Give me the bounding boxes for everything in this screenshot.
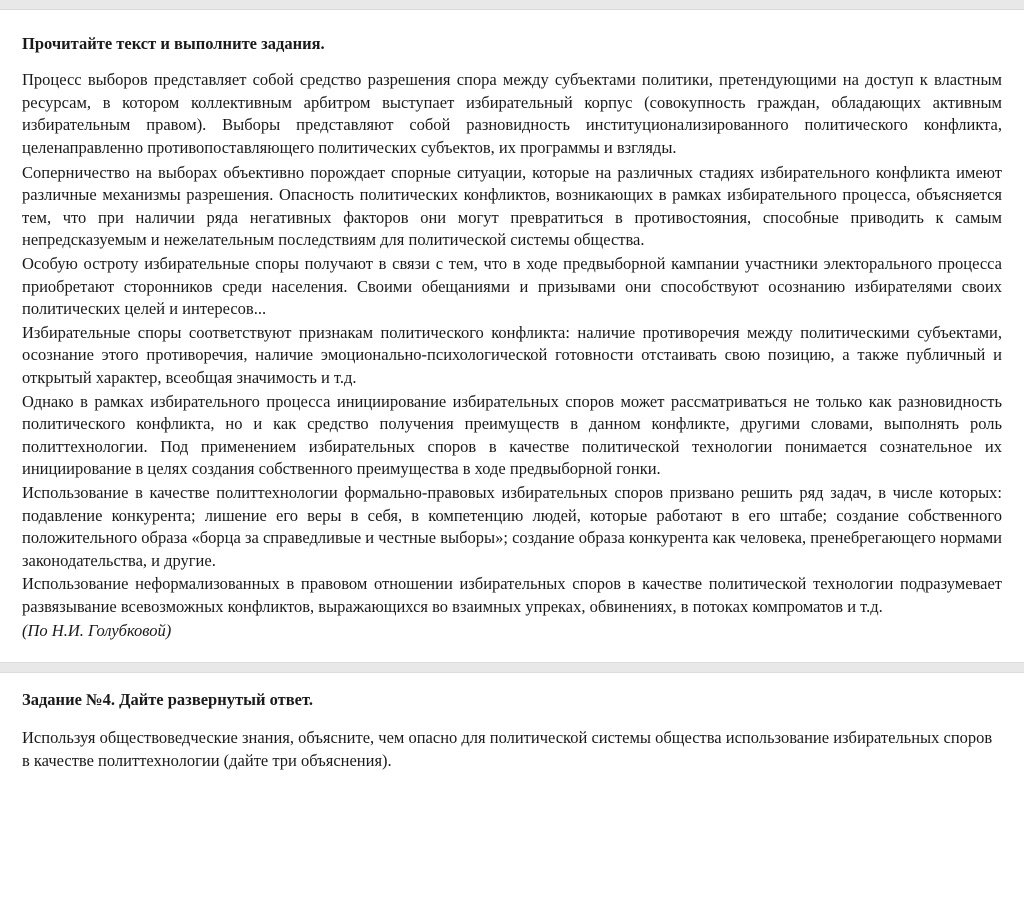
passage-attribution: (По Н.И. Голубковой) — [22, 620, 172, 640]
passage-paragraph: Использование неформализованных в правовом отношении избирательных споров в качестве политической технологии подразумевает развязывание всевозможных конфликтов, выражающихся во взаимных упреках, обвинениях, в потоках компроматов и т.д. — [22, 574, 1002, 616]
passage-paragraph: Особую остроту избирательные споры получают в связи с тем, что в ходе предвыборной кампании участники электорального процесса приобретают сторонников среди населения. Своими обещаниями и призывами они способствуют осознанию избирателями своих политических целей и интересов... — [22, 254, 1002, 319]
passage-paragraph: Использование в качестве политтехнологии формально-правовых избирательных споров призвано решить ряд задач, в числе которых: подавление конкурента; лишение его веры в себя, в компетенцию людей, которые работают в его штабе; создание собственного положительного образа «борца за справедливые и честные выборы»; создание образа конкурента как человека, пренебрегающего нормами законодательства, и другие. — [22, 482, 1002, 570]
task-question-text: Используя обществоведческие знания, объясните, чем опасно для политической системы общества использование избирательных споров — [22, 728, 993, 748]
top-separator-bar — [0, 0, 1024, 10]
section-divider — [0, 662, 1024, 673]
passage-paragraph: Процесс выборов представляет собой средство разрешения спора между субъектами политики, претендующими на доступ к властным ресурсам, в котором коллективным арбитром выступает избирательный корпус (совокупность граждан, обладающих активным избирательным правом). Выборы представляют собой разновидность институционализированного политического конфликта, целенаправленно противопоставляющего политических субъектов, их программы и взгляды. — [22, 70, 1002, 158]
passage-paragraph: Соперничество на выборах объективно порождает спорные ситуации, которые на различных стадиях избирательного конфликта имеют различные механизмы разрешения. Опасность политических конфликтов, возникающих в рамках избирательного процесса, объясняется тем, что при наличии ряда негативных факторов они могут превратиться в противостояния, способные приводить к самым непредсказуемым и нежелательным последствиям для политической системы общества. — [22, 162, 1002, 250]
bottom-spacer — [0, 773, 1024, 803]
passage-paragraph: Избирательные споры соответствуют признакам политического конфликта: наличие противоречия между политическими субъектами, осознание этого противоречия, наличие эмоционально-психологической готовности отстаивать свою позицию, а также публичный и открытый характер, всеобщая значимость и т.д. — [22, 322, 1002, 387]
task-section — [0, 673, 1024, 772]
passage-paragraph: Однако в рамках избирательного процесса инициирование избирательных споров может рассматриваться не только как разновидность политического конфликта, но и как средство получения преимуществ в данном конфликте, другими словами, выполнять роль политтехнологии. Под применением избирательных споров в качестве политической технологии понимается сознательное их инициирование в целях создания собственного преимущества в ходе предвыборной гонки. — [22, 391, 1002, 479]
instruction-heading: Прочитайте текст и выполните задания. — [22, 34, 325, 53]
task-question-text-continued: в качестве политтехнологии (дайте три объяснения). — [22, 750, 392, 770]
task-heading: Задание №4. Дайте развернутый ответ. — [22, 690, 313, 710]
reading-passage-section — [0, 10, 1024, 642]
